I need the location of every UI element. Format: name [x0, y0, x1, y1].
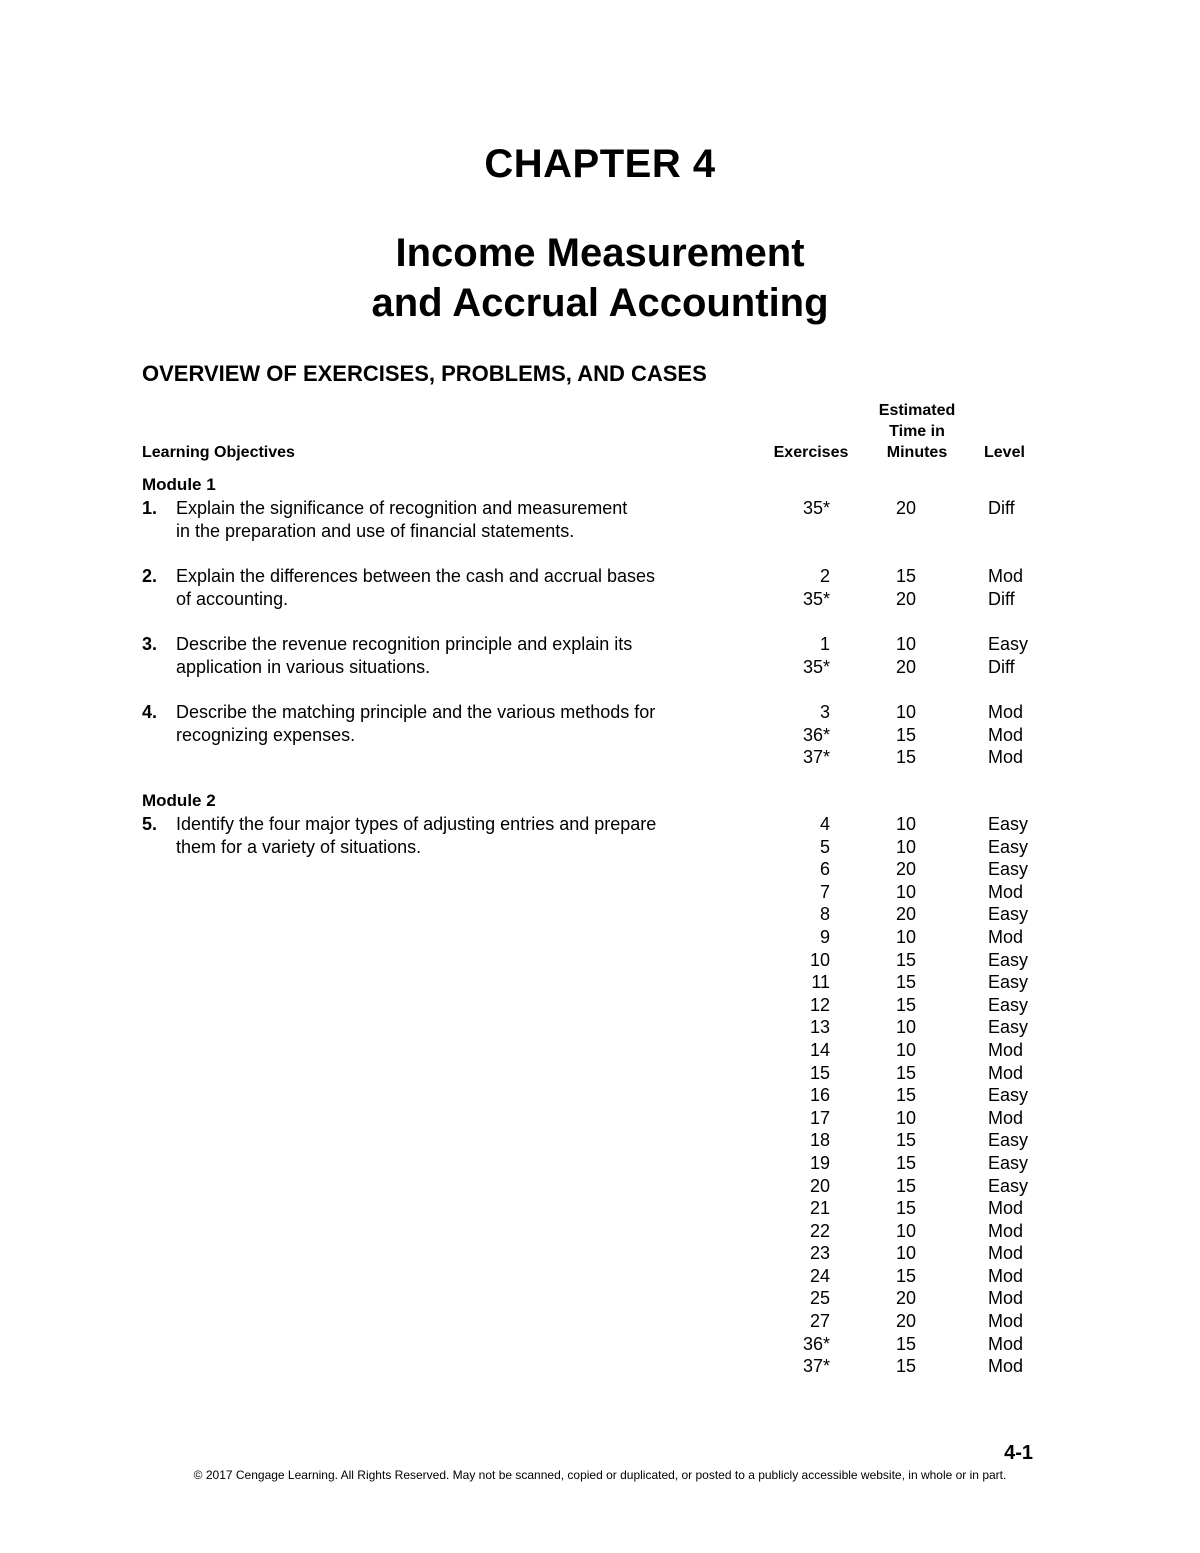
minutes-cell: 20: [895, 1288, 917, 1309]
table-row: [760, 994, 1080, 1017]
exercise-cell: 23: [809, 1243, 830, 1264]
level-cell: Mod: [988, 702, 1024, 722]
minutes-cell: 15: [895, 994, 917, 1015]
minutes-cell: 15: [895, 972, 917, 993]
level-cell: Mod: [988, 724, 1024, 745]
exercise-cell: 1: [819, 634, 830, 654]
table-row: [760, 656, 1080, 679]
table-row: [760, 1039, 1080, 1062]
exercise-cell: 37*: [802, 1356, 830, 1377]
exercise-cell: 36*: [802, 1333, 830, 1354]
objective-number: 3.: [142, 634, 158, 654]
exercise-cell: 7: [819, 881, 830, 902]
level-cell: Easy: [988, 1175, 1029, 1196]
minutes-cell: 10: [895, 926, 917, 947]
table-row: [760, 1152, 1080, 1175]
page-number: 4-1: [1004, 1442, 1033, 1464]
learning-objective: [142, 813, 712, 858]
minutes-cell: 20: [895, 859, 917, 880]
table-row: [760, 1220, 1080, 1243]
table-row: [760, 1197, 1080, 1220]
exercise-cell: 14: [809, 1039, 830, 1060]
table-row: [760, 858, 1080, 881]
level-cell: Mod: [988, 1220, 1024, 1241]
table-row: [760, 746, 1080, 769]
objective-text-line: recognizing expenses.: [176, 724, 356, 745]
table-row: [760, 1355, 1080, 1378]
objective-number: 2.: [142, 566, 158, 586]
minutes-cell: 20: [895, 656, 917, 677]
exercise-cell: 35*: [802, 588, 830, 609]
objective-text-line: in the preparation and use of financial statements.: [176, 520, 575, 541]
level-cell: Mod: [988, 1198, 1024, 1219]
objective-text-line: them for a variety of situations.: [176, 836, 422, 857]
level-cell: Easy: [988, 1017, 1029, 1038]
exercise-cell: 37*: [802, 747, 830, 768]
section-heading: OVERVIEW OF EXERCISES, PROBLEMS, AND CASES: [142, 361, 707, 386]
exercise-rows: [760, 633, 1080, 678]
level-cell: Mod: [988, 1333, 1024, 1354]
module-heading: Module 2: [142, 791, 216, 810]
objective-text-line: of accounting.: [176, 588, 289, 609]
minutes-cell: 15: [895, 949, 917, 970]
minutes-cell: 10: [895, 836, 917, 857]
column-header-learning-objectives: Learning Objectives: [142, 444, 295, 461]
minutes-cell: 10: [895, 1243, 917, 1264]
table-row: [760, 949, 1080, 972]
table-row: [760, 881, 1080, 904]
column-header-time-line-1: Estimated: [878, 402, 956, 419]
level-cell: Mod: [988, 1356, 1024, 1377]
level-cell: Easy: [988, 814, 1029, 834]
level-cell: Easy: [988, 634, 1029, 654]
exercise-cell: 20: [809, 1175, 830, 1196]
level-cell: Easy: [988, 972, 1029, 993]
exercise-rows: [760, 497, 1080, 520]
level-cell: Mod: [988, 1243, 1024, 1264]
column-header-level: Level: [984, 444, 1025, 461]
level-cell: Easy: [988, 836, 1029, 857]
table-row: [760, 1129, 1080, 1152]
objective-text-line: Identify the four major types of adjusting entries and prepare: [176, 814, 657, 834]
level-cell: Easy: [988, 949, 1029, 970]
exercise-cell: 9: [819, 926, 830, 947]
exercise-cell: 17: [809, 1107, 830, 1128]
objective-text-line: Explain the significance of recognition and measurement: [176, 498, 628, 518]
minutes-cell: 10: [895, 814, 917, 834]
table-row: [760, 1333, 1080, 1356]
exercise-cell: 4: [819, 814, 830, 834]
minutes-cell: 20: [895, 1311, 917, 1332]
exercise-cell: 35*: [802, 498, 830, 518]
exercise-cell: 2: [819, 566, 830, 586]
exercise-cell: 35*: [802, 656, 830, 677]
chapter-title: CHAPTER 4: [484, 142, 716, 186]
exercise-cell: 24: [809, 1265, 830, 1286]
minutes-cell: 15: [895, 747, 917, 768]
page-title: [0, 228, 1200, 328]
table-row: [760, 903, 1080, 926]
objective-text-line: Describe the revenue recognition principle and explain its: [176, 634, 633, 654]
level-cell: Easy: [988, 859, 1029, 880]
table-row: [760, 926, 1080, 949]
minutes-cell: 10: [895, 1039, 917, 1060]
exercise-cell: 25: [809, 1288, 830, 1309]
level-cell: Mod: [988, 926, 1024, 947]
exercise-cell: 15: [809, 1062, 830, 1083]
table-row: [760, 497, 1080, 520]
exercise-rows: [760, 701, 1080, 769]
module-heading: Module 1: [142, 475, 216, 494]
copyright-notice: © 2017 Cengage Learning. All Rights Reserved. May not be scanned, copied or duplicated, or posted to a publicly accessible website, in whole or in part.: [193, 1468, 1007, 1482]
level-cell: Easy: [988, 1152, 1029, 1173]
column-header-time-line-3: Minutes: [886, 444, 948, 461]
objective-number: 4.: [142, 702, 158, 722]
minutes-cell: 10: [895, 1220, 917, 1241]
minutes-cell: 15: [895, 1333, 917, 1354]
level-cell: Mod: [988, 1062, 1024, 1083]
level-cell: Diff: [988, 498, 1015, 518]
table-row: [760, 1062, 1080, 1085]
level-cell: Mod: [988, 1311, 1024, 1332]
table-row: [760, 1107, 1080, 1130]
objective-text-line: application in various situations.: [176, 656, 431, 677]
level-cell: Easy: [988, 1085, 1029, 1106]
exercise-cell: 21: [809, 1198, 830, 1219]
table-row: [760, 633, 1080, 656]
column-header-exercises: Exercises: [773, 444, 849, 461]
exercise-cell: 18: [809, 1130, 830, 1151]
level-cell: Mod: [988, 1288, 1024, 1309]
exercise-cell: 19: [809, 1152, 830, 1173]
minutes-cell: 15: [895, 724, 917, 745]
level-cell: Mod: [988, 1265, 1024, 1286]
table-row: [760, 724, 1080, 747]
learning-objective: [142, 701, 712, 746]
minutes-cell: 15: [895, 1175, 917, 1196]
exercise-cell: 8: [819, 904, 830, 925]
table-row: [760, 588, 1080, 611]
level-cell: Mod: [988, 881, 1024, 902]
level-cell: Mod: [988, 1039, 1024, 1060]
level-cell: Easy: [988, 1130, 1029, 1151]
level-cell: Mod: [988, 747, 1024, 768]
table-row: [760, 1242, 1080, 1265]
minutes-cell: 15: [895, 1130, 917, 1151]
table-row: [760, 1287, 1080, 1310]
learning-objective: [142, 633, 712, 678]
minutes-cell: 10: [895, 1107, 917, 1128]
table-row: [760, 836, 1080, 859]
exercise-cell: 27: [809, 1311, 830, 1332]
table-row: [760, 1310, 1080, 1333]
minutes-cell: 15: [895, 1085, 917, 1106]
minutes-cell: 15: [895, 1152, 917, 1173]
minutes-cell: 20: [895, 904, 917, 925]
level-cell: Mod: [988, 566, 1024, 586]
table-row: [760, 971, 1080, 994]
table-row: [760, 565, 1080, 588]
objective-text-line: Describe the matching principle and the various methods for: [176, 702, 656, 722]
minutes-cell: 15: [895, 1265, 917, 1286]
level-cell: Diff: [988, 656, 1015, 677]
table-row: [760, 813, 1080, 836]
column-header-time-line-2: Time in: [889, 423, 945, 440]
table-row: [760, 1265, 1080, 1288]
exercise-cell: 11: [811, 972, 830, 993]
column-header-estimated-time: [866, 400, 968, 463]
minutes-cell: 15: [895, 566, 917, 586]
minutes-cell: 10: [895, 1017, 917, 1038]
minutes-cell: 10: [895, 881, 917, 902]
level-cell: Diff: [988, 588, 1015, 609]
title-line-1: Income Measurement: [395, 231, 805, 275]
learning-objective: [142, 565, 712, 610]
exercise-cell: 10: [809, 949, 830, 970]
minutes-cell: 20: [895, 498, 917, 518]
exercise-cell: 13: [809, 1017, 830, 1038]
minutes-cell: 20: [895, 588, 917, 609]
level-cell: Mod: [988, 1107, 1024, 1128]
table-row: [760, 1175, 1080, 1198]
objective-number: 1.: [142, 498, 158, 518]
minutes-cell: 15: [895, 1062, 917, 1083]
minutes-cell: 10: [895, 634, 917, 654]
exercise-cell: 3: [819, 702, 830, 722]
objective-number: 5.: [142, 814, 158, 834]
exercise-cell: 5: [819, 836, 830, 857]
exercise-rows: [760, 813, 1080, 1378]
title-line-2: and Accrual Accounting: [371, 281, 829, 325]
minutes-cell: 15: [895, 1356, 917, 1377]
level-cell: Easy: [988, 994, 1029, 1015]
minutes-cell: 10: [895, 702, 917, 722]
table-row: [760, 1084, 1080, 1107]
exercise-cell: 16: [809, 1085, 830, 1106]
exercise-cell: 36*: [802, 724, 830, 745]
exercise-cell: 6: [819, 859, 830, 880]
exercise-rows: [760, 565, 1080, 610]
table-row: [760, 1016, 1080, 1039]
exercise-cell: 12: [809, 994, 830, 1015]
exercise-cell: 22: [809, 1220, 830, 1241]
level-cell: Easy: [988, 904, 1029, 925]
table-row: [760, 701, 1080, 724]
minutes-cell: 15: [895, 1198, 917, 1219]
objective-text-line: Explain the differences between the cash and accrual bases: [176, 566, 655, 586]
learning-objective: [142, 497, 712, 542]
